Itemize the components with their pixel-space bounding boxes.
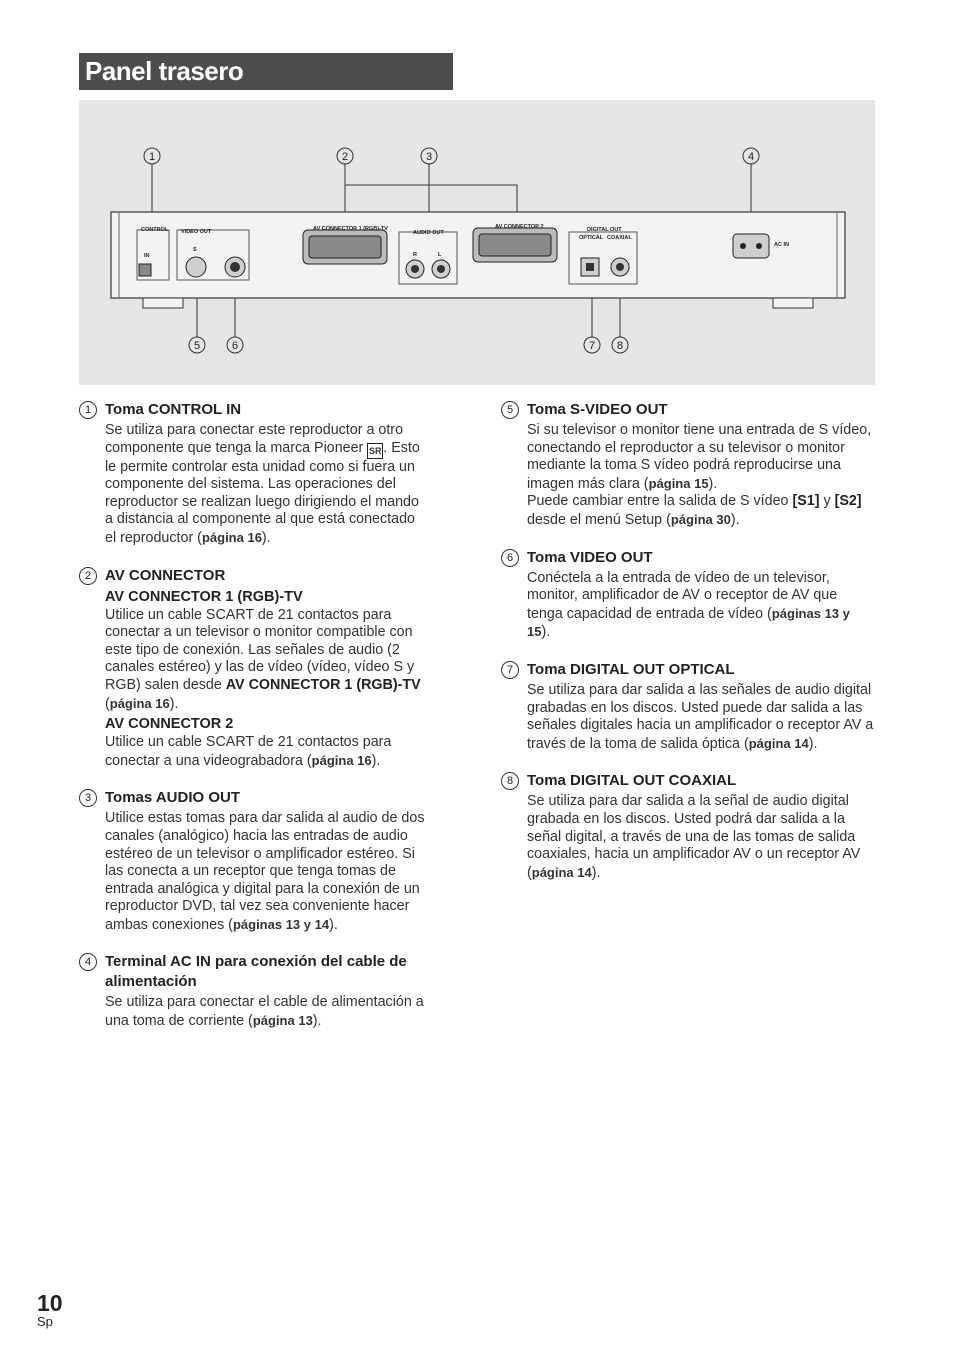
page-reference: página 15	[648, 475, 709, 491]
item-number: 2	[79, 567, 97, 585]
item-video-out	[501, 548, 875, 642]
callout-1: 1	[148, 151, 156, 163]
page-reference: página 13	[252, 1013, 313, 1029]
page-reference: página 16	[201, 529, 262, 545]
item-heading: AV CONNECTOR	[105, 566, 226, 584]
label-optical: OPTICAL	[579, 235, 604, 241]
item-number: 6	[501, 549, 519, 567]
callout-2: 2	[341, 151, 349, 163]
item-heading: Terminal AC IN para conexión del cable de alimentación	[105, 953, 407, 991]
label-av1: AV CONNECTOR 1 (RGB)-TV	[313, 226, 388, 232]
item-digital-out-coaxial	[501, 771, 875, 882]
item-body: Se utiliza para dar salida a la señal de audio digital grabada en los discos. Usted podrá dar salida a la señal digital, a través de una de las tomas de salida coaxiales, hacia un amplificador AV o un receptor AV (página 14).	[527, 793, 861, 881]
item-body: Utilice un cable SCART de 21 contactos para conectar a una videograbadora (página 16).	[105, 734, 392, 769]
language-code: Sp	[37, 1314, 53, 1329]
page-reference: página 14	[531, 864, 592, 880]
av-connector-1	[303, 230, 387, 264]
label-video-out: VIDEO OUT	[181, 229, 212, 235]
rear-panel-diagram	[79, 100, 875, 385]
item-digital-out-optical	[501, 660, 875, 753]
page-title: Panel trasero	[85, 56, 244, 86]
item-body: Se utiliza para conectar este reproductor a otro componente que tenga la marca Pioneer SR . Esto le permite controlar esta unidad como si fuera un componente del sistema. Las operaciones del reproductor se realizan luego dirigiendo el mando a distancia al componente al que está conectado el reproductor (página 16).	[105, 422, 420, 546]
label-control: CONTROL	[141, 227, 169, 233]
item-number: 8	[501, 772, 519, 790]
item-body: Utilice estas tomas para dar salida al audio de dos canales (analógico) hacia las entradas de audio estéreo de un televisor o amplificador estéreo. Si las conecta a un receptor que tenga tomas de entrada analógica y digital para la conexión de un reproductor DVD, tal vez sea conveniente hacer ambas conexiones (páginas 13 y 14).	[105, 810, 425, 933]
item-number: 7	[501, 661, 519, 679]
item-audio-out	[79, 788, 429, 934]
callout-5: 5	[193, 340, 201, 352]
page-number: 10	[37, 1290, 63, 1316]
item-number: 1	[79, 401, 97, 419]
label-s: S	[193, 247, 197, 253]
ac-in-terminal	[733, 234, 769, 258]
label-digital-out: DIGITAL OUT	[587, 227, 622, 233]
label-ac-in: AC IN	[774, 242, 789, 248]
page-reference: página 14	[748, 735, 809, 751]
item-heading: Toma S-VIDEO OUT	[527, 401, 668, 418]
item-subheading: AV CONNECTOR 1 (RGB)-TV	[105, 588, 303, 605]
page-title-bar	[79, 53, 453, 90]
item-number: 5	[501, 401, 519, 419]
item-subheading: AV CONNECTOR 2	[105, 716, 234, 733]
page-reference: página 16	[311, 752, 372, 768]
item-control-in	[79, 400, 429, 548]
pioneer-sr-logo-icon: SR	[367, 443, 383, 459]
left-column	[79, 400, 429, 1049]
item-heading: Toma CONTROL IN	[105, 401, 242, 418]
callout-3: 3	[425, 151, 433, 163]
item-number: 3	[79, 789, 97, 807]
item-heading: Toma DIGITAL OUT COAXIAL	[527, 772, 737, 790]
item-heading: Toma DIGITAL OUT OPTICAL	[527, 660, 735, 678]
item-heading: Toma VIDEO OUT	[527, 548, 653, 566]
label-l: L	[438, 252, 442, 258]
page-reference: página 30	[670, 511, 731, 527]
callout-4: 4	[747, 151, 755, 163]
page-reference: páginas 13 y 14	[232, 916, 330, 932]
item-heading: Tomas AUDIO OUT	[105, 789, 241, 807]
right-column	[501, 400, 875, 900]
callout-7: 7	[588, 340, 596, 352]
callout-8: 8	[616, 340, 624, 352]
label-audio-out: AUDIO OUT	[413, 230, 444, 236]
item-body: Conéctela a la entrada de vídeo de un televisor, monitor, amplificador de AV o receptor de AV que tenga capacidad de entrada de vídeo (páginas 13 y 15).	[527, 569, 850, 641]
label-in: IN	[144, 253, 150, 259]
av-connector-2	[473, 228, 557, 262]
label-av2: AV CONNECTOR 2	[495, 224, 544, 230]
item-body: Si su televisor o monitor tiene una entrada de S vídeo, conectando el reproductor a su televisor o monitor mediante la toma S vídeo podrá reproducirse una imagen más clara (página 15). Puede cambiar entre la salida de S vídeo [S1] y [S2] desde el menú Setup (página 30).	[527, 422, 872, 528]
item-body: Se utiliza para dar salida a las señales de audio digital grabadas en los discos. Usted puede dar salida a las señales digitales hacia un amplificador o receptor AV a través de la toma de salida óptica (página 14).	[527, 681, 874, 752]
item-ac-in	[79, 952, 429, 1030]
item-number: 4	[79, 953, 97, 971]
item-body: Se utiliza para conectar el cable de alimentación a una toma de corriente (página 13).	[105, 994, 424, 1030]
page-reference: páginas 13 y 15	[527, 605, 850, 640]
label-r: R	[413, 252, 417, 258]
page-reference: página 16	[109, 695, 170, 711]
rear-panel-figure	[79, 100, 875, 385]
item-s-video-out	[501, 400, 875, 530]
item-av-connector	[79, 566, 429, 771]
callout-6: 6	[231, 340, 239, 352]
item-body: Utilice un cable SCART de 21 contactos para conectar a un televisor o monitor compatible con este tipo de conexión. Las señales de audio (2 canales estéreo) y las de vídeo (vídeo, vídeo S y RGB) salen desde AV CONNECTOR 1 (RGB)-TV (página 16).	[105, 606, 421, 712]
label-coaxial: COAXIAL	[607, 235, 632, 241]
